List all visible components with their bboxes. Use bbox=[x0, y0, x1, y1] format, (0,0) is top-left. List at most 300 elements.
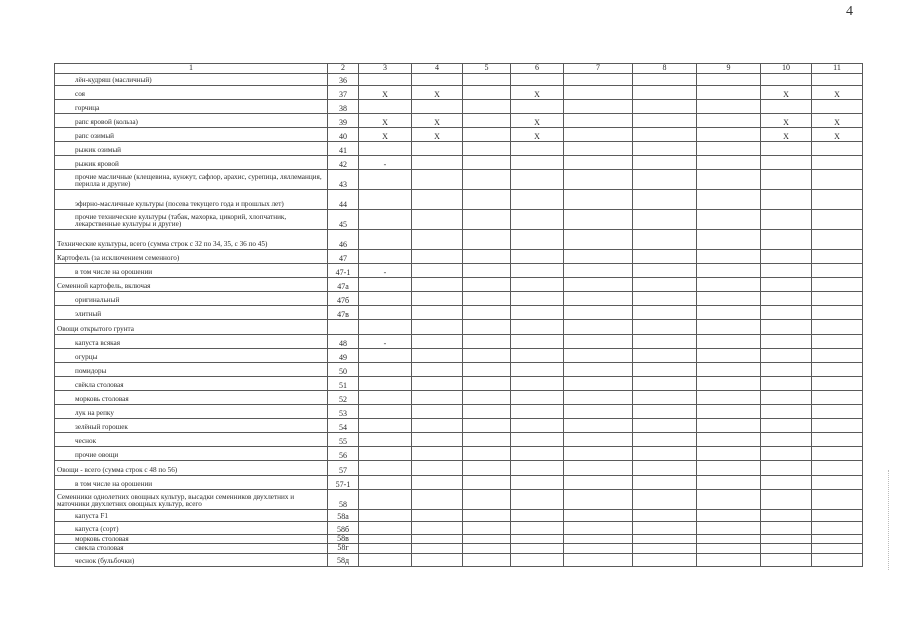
cell-col-5[interactable] bbox=[463, 419, 511, 433]
cell-col-3[interactable] bbox=[359, 100, 412, 114]
cell-col-6[interactable] bbox=[511, 377, 564, 391]
cell-col-9[interactable] bbox=[697, 447, 761, 461]
cell-col-6[interactable] bbox=[511, 535, 564, 544]
cell-col-4[interactable] bbox=[412, 335, 463, 349]
cell-col-7[interactable] bbox=[564, 447, 633, 461]
cell-col-4[interactable] bbox=[412, 405, 463, 419]
cell-col-9[interactable] bbox=[697, 349, 761, 363]
cell-col-9[interactable] bbox=[697, 230, 761, 250]
cell-col-6[interactable] bbox=[511, 349, 564, 363]
cell-col-9[interactable] bbox=[697, 419, 761, 433]
cell-col-8[interactable] bbox=[633, 433, 697, 447]
cell-col-7[interactable] bbox=[564, 264, 633, 278]
cell-col-3[interactable] bbox=[359, 306, 412, 320]
cell-col-11[interactable] bbox=[812, 405, 863, 419]
cell-col-11[interactable] bbox=[812, 349, 863, 363]
cell-col-9[interactable] bbox=[697, 405, 761, 419]
cell-col-11[interactable] bbox=[812, 391, 863, 405]
cell-col-10[interactable] bbox=[761, 535, 812, 544]
cell-col-9[interactable] bbox=[697, 476, 761, 490]
cell-col-8[interactable] bbox=[633, 544, 697, 553]
cell-col-5[interactable] bbox=[463, 461, 511, 476]
cell-col-3[interactable] bbox=[359, 476, 412, 490]
cell-col-5[interactable] bbox=[463, 264, 511, 278]
cell-col-8[interactable] bbox=[633, 114, 697, 128]
cell-col-5[interactable] bbox=[463, 522, 511, 535]
cell-col-8[interactable] bbox=[633, 510, 697, 522]
cell-col-11[interactable] bbox=[812, 74, 863, 86]
cell-col-3[interactable] bbox=[359, 535, 412, 544]
cell-col-9[interactable] bbox=[697, 535, 761, 544]
cell-col-4[interactable] bbox=[412, 544, 463, 553]
cell-col-6[interactable] bbox=[511, 419, 564, 433]
cell-col-11[interactable] bbox=[812, 461, 863, 476]
cell-col-8[interactable] bbox=[633, 306, 697, 320]
cell-col-4[interactable] bbox=[412, 210, 463, 230]
cell-col-8[interactable] bbox=[633, 476, 697, 490]
cell-col-3[interactable]: - bbox=[359, 156, 412, 170]
cell-col-10[interactable] bbox=[761, 363, 812, 377]
cell-col-9[interactable] bbox=[697, 74, 761, 86]
cell-col-3[interactable]: X bbox=[359, 114, 412, 128]
cell-col-8[interactable] bbox=[633, 156, 697, 170]
cell-col-7[interactable] bbox=[564, 190, 633, 210]
cell-col-4[interactable]: X bbox=[412, 128, 463, 142]
cell-col-7[interactable] bbox=[564, 306, 633, 320]
cell-col-3[interactable] bbox=[359, 230, 412, 250]
cell-col-3[interactable] bbox=[359, 377, 412, 391]
cell-col-3[interactable] bbox=[359, 170, 412, 190]
cell-col-3[interactable] bbox=[359, 391, 412, 405]
cell-col-4[interactable] bbox=[412, 320, 463, 335]
cell-col-5[interactable] bbox=[463, 510, 511, 522]
cell-col-8[interactable] bbox=[633, 264, 697, 278]
cell-col-7[interactable] bbox=[564, 391, 633, 405]
cell-col-9[interactable] bbox=[697, 391, 761, 405]
cell-col-11[interactable] bbox=[812, 490, 863, 510]
cell-col-5[interactable] bbox=[463, 363, 511, 377]
cell-col-6[interactable] bbox=[511, 292, 564, 306]
cell-col-10[interactable] bbox=[761, 292, 812, 306]
cell-col-5[interactable] bbox=[463, 142, 511, 156]
cell-col-3[interactable] bbox=[359, 190, 412, 210]
cell-col-10[interactable] bbox=[761, 510, 812, 522]
cell-col-3[interactable] bbox=[359, 544, 412, 553]
cell-col-4[interactable] bbox=[412, 461, 463, 476]
cell-col-4[interactable] bbox=[412, 156, 463, 170]
cell-col-8[interactable] bbox=[633, 128, 697, 142]
cell-col-9[interactable] bbox=[697, 86, 761, 100]
cell-col-11[interactable] bbox=[812, 156, 863, 170]
cell-col-7[interactable] bbox=[564, 490, 633, 510]
cell-col-8[interactable] bbox=[633, 535, 697, 544]
cell-col-10[interactable] bbox=[761, 170, 812, 190]
cell-col-4[interactable] bbox=[412, 74, 463, 86]
cell-col-5[interactable] bbox=[463, 490, 511, 510]
cell-col-11[interactable] bbox=[812, 510, 863, 522]
cell-col-8[interactable] bbox=[633, 292, 697, 306]
cell-col-6[interactable]: X bbox=[511, 86, 564, 100]
cell-col-10[interactable] bbox=[761, 278, 812, 292]
cell-col-3[interactable] bbox=[359, 419, 412, 433]
cell-col-5[interactable] bbox=[463, 405, 511, 419]
cell-col-4[interactable] bbox=[412, 306, 463, 320]
cell-col-8[interactable] bbox=[633, 210, 697, 230]
cell-col-7[interactable] bbox=[564, 405, 633, 419]
cell-col-9[interactable] bbox=[697, 544, 761, 553]
cell-col-4[interactable] bbox=[412, 100, 463, 114]
cell-col-11[interactable] bbox=[812, 320, 863, 335]
cell-col-11[interactable] bbox=[812, 377, 863, 391]
cell-col-4[interactable] bbox=[412, 553, 463, 566]
cell-col-11[interactable] bbox=[812, 230, 863, 250]
cell-col-6[interactable] bbox=[511, 522, 564, 535]
cell-col-5[interactable] bbox=[463, 74, 511, 86]
cell-col-11[interactable] bbox=[812, 363, 863, 377]
cell-col-7[interactable] bbox=[564, 433, 633, 447]
cell-col-11[interactable] bbox=[812, 278, 863, 292]
cell-col-5[interactable] bbox=[463, 250, 511, 264]
cell-col-4[interactable] bbox=[412, 264, 463, 278]
cell-col-10[interactable] bbox=[761, 544, 812, 553]
cell-col-7[interactable] bbox=[564, 377, 633, 391]
cell-col-3[interactable]: - bbox=[359, 335, 412, 349]
cell-col-6[interactable] bbox=[511, 320, 564, 335]
cell-col-4[interactable] bbox=[412, 190, 463, 210]
cell-col-9[interactable] bbox=[697, 264, 761, 278]
cell-col-10[interactable] bbox=[761, 335, 812, 349]
cell-col-10[interactable] bbox=[761, 476, 812, 490]
cell-col-6[interactable] bbox=[511, 250, 564, 264]
cell-col-5[interactable] bbox=[463, 377, 511, 391]
cell-col-5[interactable] bbox=[463, 320, 511, 335]
cell-col-8[interactable] bbox=[633, 100, 697, 114]
cell-col-10[interactable] bbox=[761, 419, 812, 433]
cell-col-9[interactable] bbox=[697, 114, 761, 128]
cell-col-8[interactable] bbox=[633, 405, 697, 419]
cell-col-10[interactable] bbox=[761, 210, 812, 230]
cell-col-9[interactable] bbox=[697, 320, 761, 335]
cell-col-9[interactable] bbox=[697, 292, 761, 306]
cell-col-6[interactable] bbox=[511, 490, 564, 510]
cell-col-10[interactable] bbox=[761, 405, 812, 419]
cell-col-4[interactable] bbox=[412, 349, 463, 363]
cell-col-4[interactable] bbox=[412, 292, 463, 306]
cell-col-3[interactable] bbox=[359, 510, 412, 522]
cell-col-5[interactable] bbox=[463, 553, 511, 566]
cell-col-7[interactable] bbox=[564, 292, 633, 306]
cell-col-10[interactable] bbox=[761, 433, 812, 447]
cell-col-11[interactable] bbox=[812, 190, 863, 210]
cell-col-3[interactable] bbox=[359, 74, 412, 86]
cell-col-9[interactable] bbox=[697, 363, 761, 377]
cell-col-3[interactable] bbox=[359, 522, 412, 535]
cell-col-3[interactable]: X bbox=[359, 128, 412, 142]
cell-col-10[interactable] bbox=[761, 320, 812, 335]
cell-col-3[interactable] bbox=[359, 142, 412, 156]
cell-col-8[interactable] bbox=[633, 363, 697, 377]
cell-col-5[interactable] bbox=[463, 190, 511, 210]
cell-col-11[interactable] bbox=[812, 335, 863, 349]
cell-col-7[interactable] bbox=[564, 476, 633, 490]
cell-col-4[interactable] bbox=[412, 433, 463, 447]
cell-col-11[interactable]: X bbox=[812, 128, 863, 142]
cell-col-10[interactable] bbox=[761, 190, 812, 210]
cell-col-10[interactable] bbox=[761, 156, 812, 170]
cell-col-11[interactable] bbox=[812, 250, 863, 264]
cell-col-5[interactable] bbox=[463, 210, 511, 230]
cell-col-7[interactable] bbox=[564, 128, 633, 142]
cell-col-7[interactable] bbox=[564, 114, 633, 128]
cell-col-9[interactable] bbox=[697, 210, 761, 230]
cell-col-9[interactable] bbox=[697, 278, 761, 292]
cell-col-7[interactable] bbox=[564, 522, 633, 535]
cell-col-7[interactable] bbox=[564, 535, 633, 544]
cell-col-8[interactable] bbox=[633, 447, 697, 461]
cell-col-5[interactable] bbox=[463, 335, 511, 349]
cell-col-6[interactable] bbox=[511, 210, 564, 230]
cell-col-11[interactable] bbox=[812, 447, 863, 461]
cell-col-7[interactable] bbox=[564, 210, 633, 230]
cell-col-8[interactable] bbox=[633, 391, 697, 405]
cell-col-6[interactable]: X bbox=[511, 128, 564, 142]
cell-col-6[interactable] bbox=[511, 306, 564, 320]
cell-col-10[interactable]: X bbox=[761, 114, 812, 128]
cell-col-9[interactable] bbox=[697, 510, 761, 522]
cell-col-9[interactable] bbox=[697, 100, 761, 114]
cell-col-6[interactable] bbox=[511, 156, 564, 170]
cell-col-5[interactable] bbox=[463, 292, 511, 306]
cell-col-9[interactable] bbox=[697, 156, 761, 170]
cell-col-11[interactable] bbox=[812, 170, 863, 190]
cell-col-6[interactable]: X bbox=[511, 114, 564, 128]
cell-col-6[interactable] bbox=[511, 544, 564, 553]
cell-col-5[interactable] bbox=[463, 433, 511, 447]
cell-col-9[interactable] bbox=[697, 461, 761, 476]
cell-col-7[interactable] bbox=[564, 250, 633, 264]
cell-col-6[interactable] bbox=[511, 461, 564, 476]
cell-col-10[interactable] bbox=[761, 349, 812, 363]
cell-col-11[interactable] bbox=[812, 419, 863, 433]
cell-col-11[interactable]: X bbox=[812, 86, 863, 100]
cell-col-10[interactable] bbox=[761, 250, 812, 264]
cell-col-8[interactable] bbox=[633, 142, 697, 156]
cell-col-11[interactable] bbox=[812, 100, 863, 114]
cell-col-11[interactable] bbox=[812, 306, 863, 320]
cell-col-4[interactable] bbox=[412, 377, 463, 391]
cell-col-4[interactable] bbox=[412, 535, 463, 544]
cell-col-7[interactable] bbox=[564, 419, 633, 433]
cell-col-5[interactable] bbox=[463, 86, 511, 100]
cell-col-4[interactable] bbox=[412, 363, 463, 377]
cell-col-5[interactable] bbox=[463, 100, 511, 114]
cell-col-6[interactable] bbox=[511, 100, 564, 114]
cell-col-10[interactable]: X bbox=[761, 128, 812, 142]
cell-col-6[interactable] bbox=[511, 553, 564, 566]
cell-col-10[interactable] bbox=[761, 264, 812, 278]
cell-col-7[interactable] bbox=[564, 278, 633, 292]
cell-col-8[interactable] bbox=[633, 320, 697, 335]
cell-col-10[interactable] bbox=[761, 522, 812, 535]
cell-col-10[interactable] bbox=[761, 377, 812, 391]
cell-col-3[interactable] bbox=[359, 278, 412, 292]
cell-col-11[interactable] bbox=[812, 553, 863, 566]
cell-col-7[interactable] bbox=[564, 349, 633, 363]
cell-col-11[interactable] bbox=[812, 544, 863, 553]
cell-col-6[interactable] bbox=[511, 278, 564, 292]
cell-col-4[interactable] bbox=[412, 510, 463, 522]
cell-col-10[interactable]: X bbox=[761, 86, 812, 100]
cell-col-7[interactable] bbox=[564, 363, 633, 377]
cell-col-8[interactable] bbox=[633, 230, 697, 250]
cell-col-7[interactable] bbox=[564, 461, 633, 476]
cell-col-6[interactable] bbox=[511, 405, 564, 419]
cell-col-7[interactable] bbox=[564, 170, 633, 190]
cell-col-5[interactable] bbox=[463, 306, 511, 320]
cell-col-3[interactable] bbox=[359, 433, 412, 447]
cell-col-10[interactable] bbox=[761, 306, 812, 320]
cell-col-6[interactable] bbox=[511, 363, 564, 377]
cell-col-8[interactable] bbox=[633, 490, 697, 510]
cell-col-5[interactable] bbox=[463, 278, 511, 292]
cell-col-4[interactable] bbox=[412, 230, 463, 250]
cell-col-10[interactable] bbox=[761, 391, 812, 405]
cell-col-3[interactable] bbox=[359, 349, 412, 363]
cell-col-8[interactable] bbox=[633, 349, 697, 363]
cell-col-5[interactable] bbox=[463, 544, 511, 553]
cell-col-4[interactable] bbox=[412, 447, 463, 461]
cell-col-3[interactable] bbox=[359, 461, 412, 476]
cell-col-11[interactable] bbox=[812, 142, 863, 156]
cell-col-11[interactable] bbox=[812, 210, 863, 230]
cell-col-7[interactable] bbox=[564, 86, 633, 100]
cell-col-6[interactable] bbox=[511, 447, 564, 461]
cell-col-11[interactable] bbox=[812, 522, 863, 535]
cell-col-9[interactable] bbox=[697, 190, 761, 210]
cell-col-3[interactable] bbox=[359, 447, 412, 461]
cell-col-8[interactable] bbox=[633, 335, 697, 349]
cell-col-5[interactable] bbox=[463, 535, 511, 544]
cell-col-3[interactable] bbox=[359, 363, 412, 377]
cell-col-4[interactable] bbox=[412, 278, 463, 292]
cell-col-4[interactable] bbox=[412, 250, 463, 264]
cell-col-6[interactable] bbox=[511, 510, 564, 522]
cell-col-5[interactable] bbox=[463, 349, 511, 363]
cell-col-9[interactable] bbox=[697, 250, 761, 264]
cell-col-8[interactable] bbox=[633, 522, 697, 535]
cell-col-8[interactable] bbox=[633, 461, 697, 476]
cell-col-6[interactable] bbox=[511, 264, 564, 278]
cell-col-4[interactable] bbox=[412, 419, 463, 433]
cell-col-10[interactable] bbox=[761, 447, 812, 461]
cell-col-6[interactable] bbox=[511, 190, 564, 210]
cell-col-8[interactable] bbox=[633, 170, 697, 190]
cell-col-4[interactable] bbox=[412, 391, 463, 405]
cell-col-8[interactable] bbox=[633, 190, 697, 210]
cell-col-5[interactable] bbox=[463, 170, 511, 190]
cell-col-5[interactable] bbox=[463, 128, 511, 142]
cell-col-6[interactable] bbox=[511, 391, 564, 405]
cell-col-3[interactable]: - bbox=[359, 264, 412, 278]
cell-col-11[interactable]: X bbox=[812, 114, 863, 128]
cell-col-4[interactable]: X bbox=[412, 114, 463, 128]
cell-col-3[interactable] bbox=[359, 320, 412, 335]
cell-col-8[interactable] bbox=[633, 74, 697, 86]
cell-col-9[interactable] bbox=[697, 433, 761, 447]
cell-col-6[interactable] bbox=[511, 433, 564, 447]
cell-col-10[interactable] bbox=[761, 553, 812, 566]
cell-col-5[interactable] bbox=[463, 114, 511, 128]
cell-col-11[interactable] bbox=[812, 264, 863, 278]
cell-col-5[interactable] bbox=[463, 476, 511, 490]
cell-col-7[interactable] bbox=[564, 510, 633, 522]
cell-col-9[interactable] bbox=[697, 170, 761, 190]
cell-col-6[interactable] bbox=[511, 74, 564, 86]
cell-col-10[interactable] bbox=[761, 230, 812, 250]
cell-col-6[interactable] bbox=[511, 142, 564, 156]
cell-col-4[interactable]: X bbox=[412, 86, 463, 100]
cell-col-7[interactable] bbox=[564, 74, 633, 86]
cell-col-7[interactable] bbox=[564, 100, 633, 114]
cell-col-4[interactable] bbox=[412, 142, 463, 156]
cell-col-9[interactable] bbox=[697, 335, 761, 349]
cell-col-7[interactable] bbox=[564, 142, 633, 156]
cell-col-6[interactable] bbox=[511, 170, 564, 190]
cell-col-10[interactable] bbox=[761, 142, 812, 156]
cell-col-8[interactable] bbox=[633, 86, 697, 100]
cell-col-3[interactable] bbox=[359, 553, 412, 566]
cell-col-8[interactable] bbox=[633, 278, 697, 292]
cell-col-4[interactable] bbox=[412, 476, 463, 490]
cell-col-8[interactable] bbox=[633, 553, 697, 566]
cell-col-9[interactable] bbox=[697, 490, 761, 510]
cell-col-6[interactable] bbox=[511, 476, 564, 490]
cell-col-10[interactable] bbox=[761, 461, 812, 476]
cell-col-3[interactable] bbox=[359, 405, 412, 419]
cell-col-5[interactable] bbox=[463, 156, 511, 170]
cell-col-9[interactable] bbox=[697, 522, 761, 535]
cell-col-11[interactable] bbox=[812, 433, 863, 447]
cell-col-9[interactable] bbox=[697, 306, 761, 320]
cell-col-5[interactable] bbox=[463, 447, 511, 461]
cell-col-5[interactable] bbox=[463, 230, 511, 250]
cell-col-8[interactable] bbox=[633, 250, 697, 264]
cell-col-10[interactable] bbox=[761, 490, 812, 510]
cell-col-7[interactable] bbox=[564, 156, 633, 170]
cell-col-3[interactable] bbox=[359, 292, 412, 306]
cell-col-7[interactable] bbox=[564, 553, 633, 566]
cell-col-11[interactable] bbox=[812, 476, 863, 490]
cell-col-8[interactable] bbox=[633, 377, 697, 391]
cell-col-11[interactable] bbox=[812, 292, 863, 306]
cell-col-10[interactable] bbox=[761, 74, 812, 86]
cell-col-7[interactable] bbox=[564, 230, 633, 250]
cell-col-9[interactable] bbox=[697, 553, 761, 566]
cell-col-7[interactable] bbox=[564, 544, 633, 553]
cell-col-3[interactable] bbox=[359, 250, 412, 264]
cell-col-10[interactable] bbox=[761, 100, 812, 114]
cell-col-4[interactable] bbox=[412, 522, 463, 535]
cell-col-8[interactable] bbox=[633, 419, 697, 433]
cell-col-7[interactable] bbox=[564, 335, 633, 349]
cell-col-6[interactable] bbox=[511, 335, 564, 349]
cell-col-11[interactable] bbox=[812, 535, 863, 544]
cell-col-6[interactable] bbox=[511, 230, 564, 250]
cell-col-7[interactable] bbox=[564, 320, 633, 335]
cell-col-9[interactable] bbox=[697, 377, 761, 391]
cell-col-3[interactable] bbox=[359, 490, 412, 510]
cell-col-3[interactable]: X bbox=[359, 86, 412, 100]
